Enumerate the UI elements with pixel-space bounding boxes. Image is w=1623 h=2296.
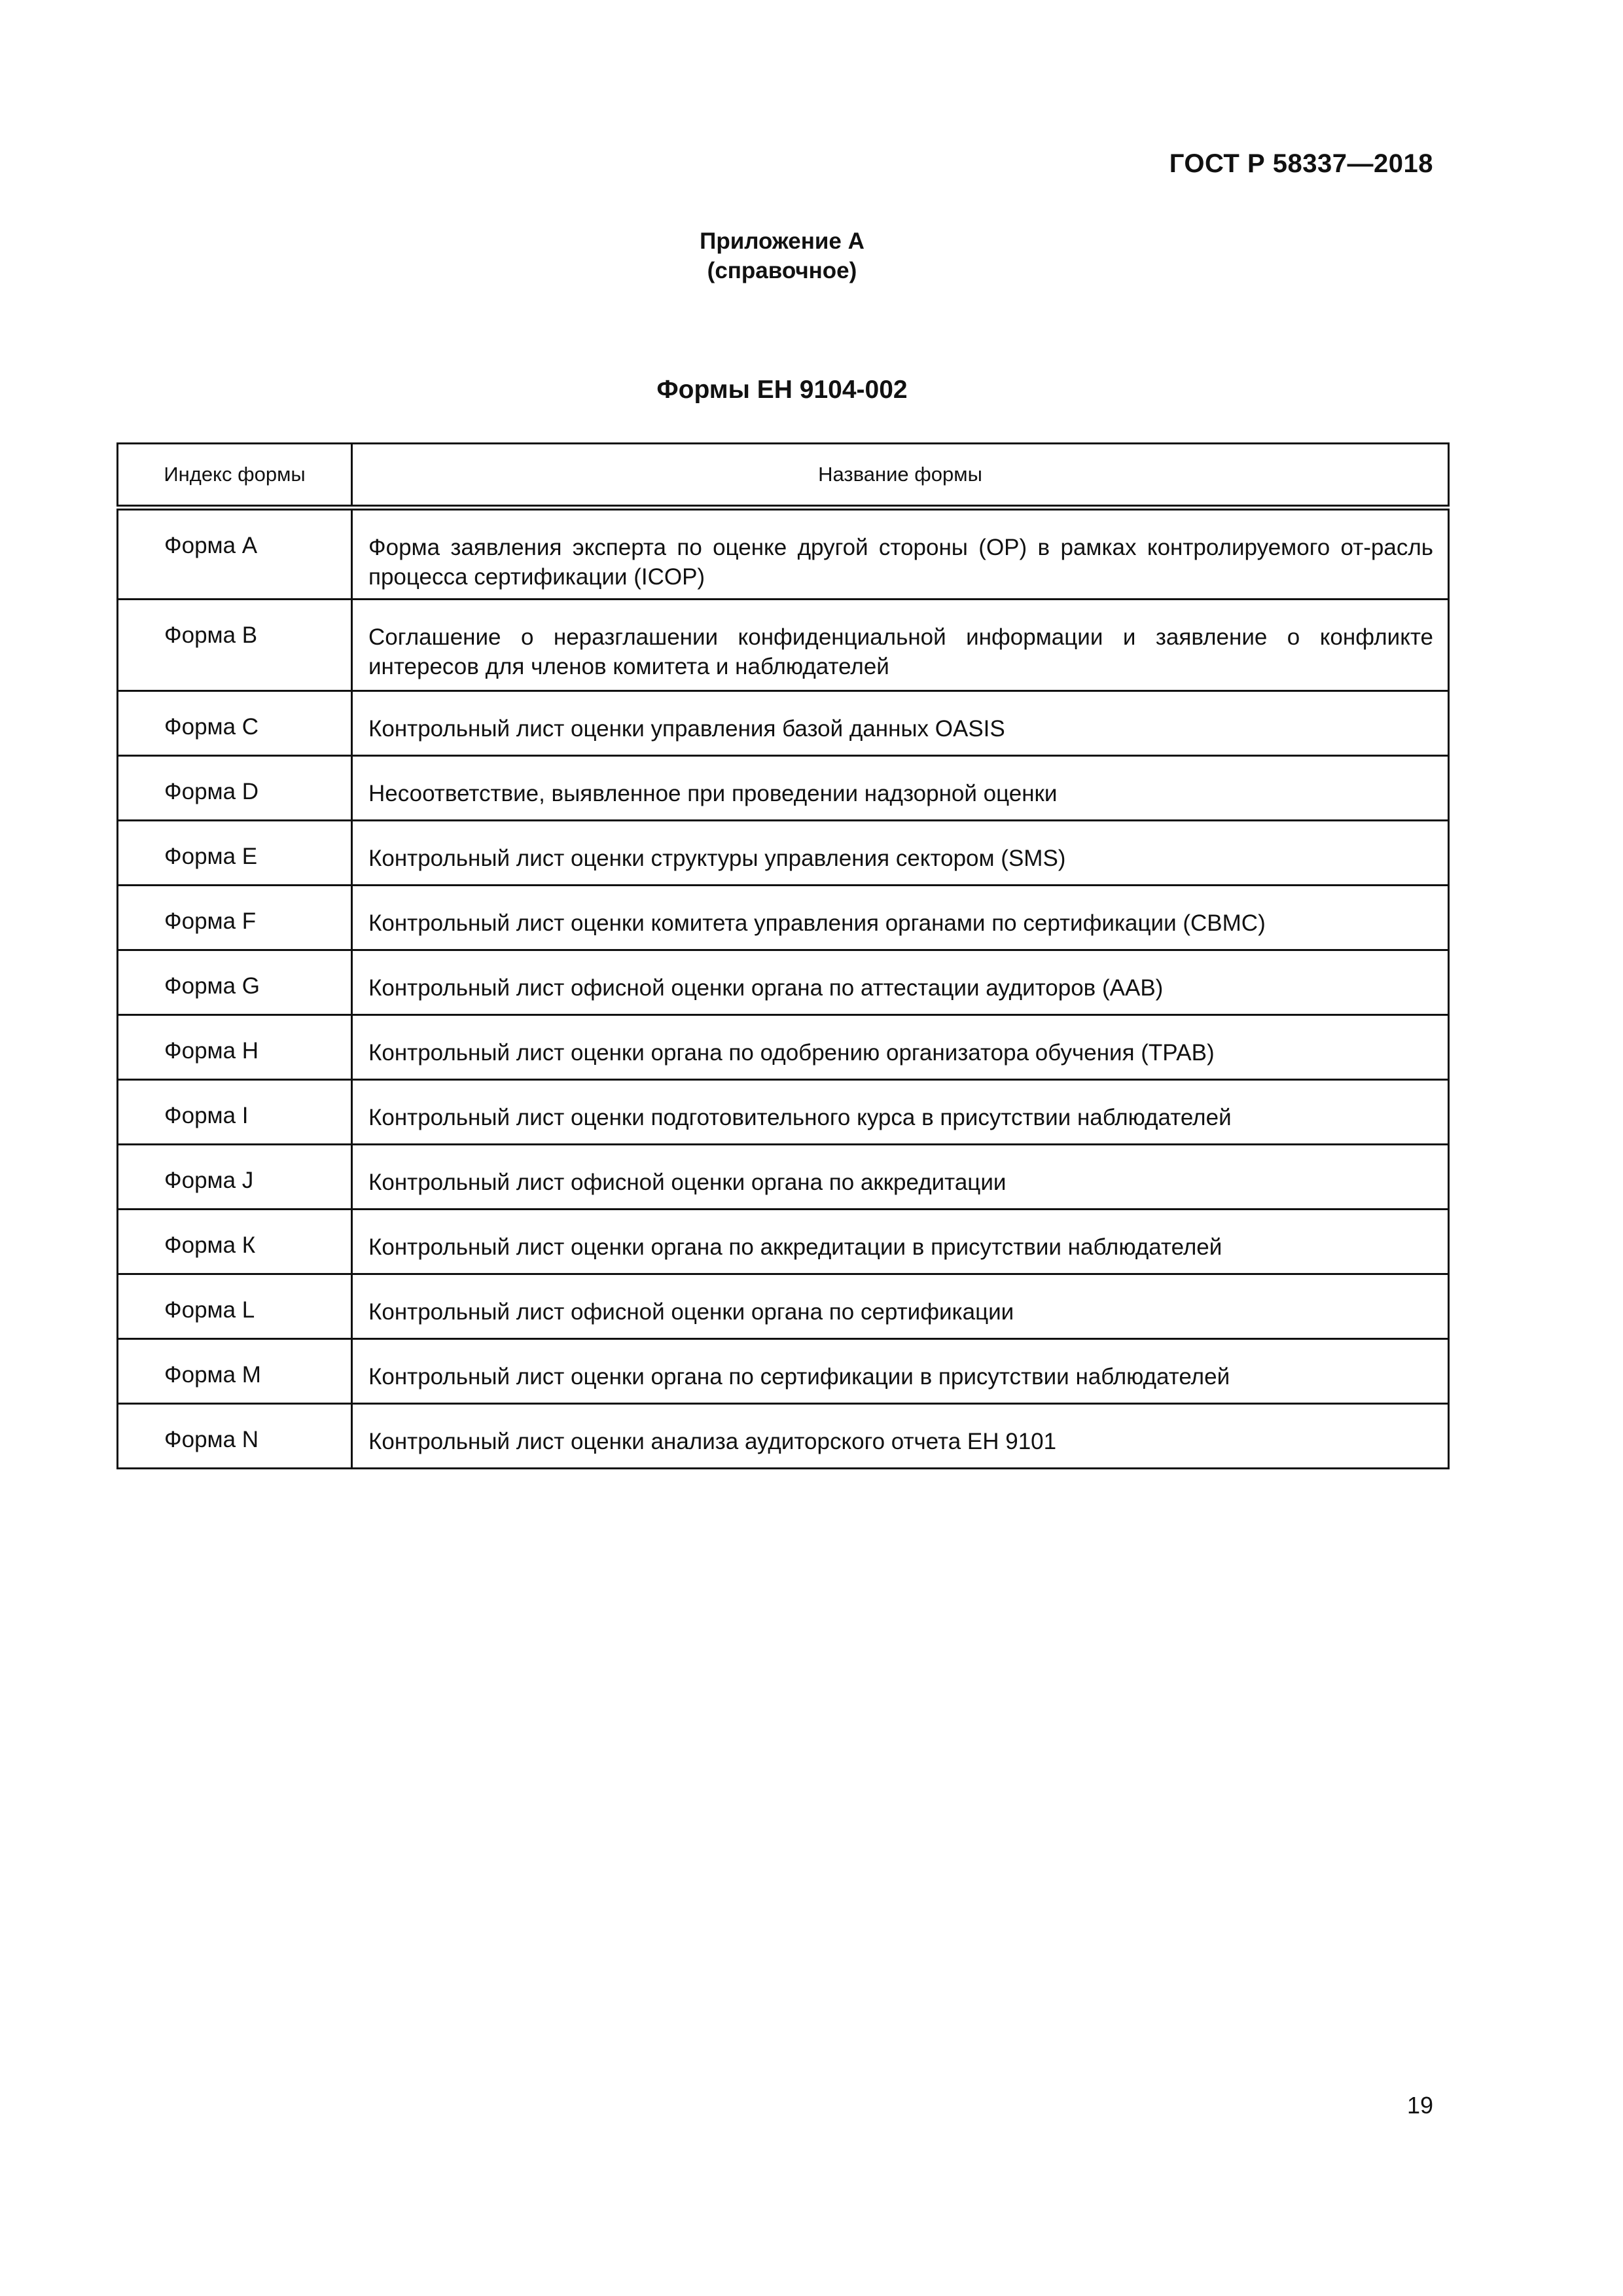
form-index: Форма I: [118, 1080, 352, 1145]
form-name: Соглашение о неразглашении конфиденциальной информации и заявление о конфликте интересов для членов комитета и наблюдателей: [352, 600, 1449, 691]
form-index: Форма В: [118, 600, 352, 691]
form-name: Несоответствие, выявленное при проведении надзорной оценки: [352, 756, 1449, 821]
forms-table: [116, 442, 1450, 1469]
column-header-name: Название формы: [352, 444, 1449, 508]
table-row: [118, 1404, 1449, 1469]
form-index: Форма М: [118, 1339, 352, 1404]
table-row: [118, 1080, 1449, 1145]
document-code: ГОСТ Р 58337—2018: [1169, 149, 1433, 178]
table-title: Формы ЕН 9104-002: [656, 376, 908, 404]
table-row: [118, 508, 1449, 600]
form-index: Форма G: [118, 950, 352, 1015]
page-number: 19: [1406, 2092, 1433, 2119]
form-name: Контрольный лист офисной оценки органа по сертификации: [352, 1274, 1449, 1339]
form-index: Форма С: [118, 691, 352, 756]
form-index: Форма Н: [118, 1015, 352, 1080]
table-row: [118, 886, 1449, 950]
form-name: Контрольный лист оценки органа по сертификации в присутствии наблюдателей: [352, 1339, 1449, 1404]
table-row: [118, 691, 1449, 756]
form-name: Контрольный лист офисной оценки органа по аккредитации: [352, 1145, 1449, 1210]
table-header-row: [118, 444, 1449, 508]
table-row: [118, 821, 1449, 886]
appendix-title: Приложение А: [700, 228, 865, 254]
table-row: [118, 756, 1449, 821]
form-index: Форма F: [118, 886, 352, 950]
table-row: [118, 600, 1449, 691]
form-name: Контрольный лист оценки подготовительного курса в присутствии наблюдателей: [352, 1080, 1449, 1145]
form-index: Форма N: [118, 1404, 352, 1469]
table-row: [118, 950, 1449, 1015]
form-index: Форма D: [118, 756, 352, 821]
table-row: [118, 1210, 1449, 1274]
form-index: Форма К: [118, 1210, 352, 1274]
appendix-subtitle: (справочное): [707, 258, 857, 283]
form-name: Контрольный лист оценки анализа аудиторского отчета ЕН 9101: [352, 1404, 1449, 1469]
form-name: Контрольный лист оценки органа по одобрению организатора обучения (ТРАВ): [352, 1015, 1449, 1080]
table-row: [118, 1339, 1449, 1404]
table-row: [118, 1015, 1449, 1080]
form-index: Форма J: [118, 1145, 352, 1210]
table-row: [118, 1274, 1449, 1339]
form-name: Контрольный лист оценки органа по аккредитации в присутствии наблюдателей: [352, 1210, 1449, 1274]
form-name: Форма заявления эксперта по оценке другой стороны (ОР) в рамках контролируемого от-расль процесса сертификации (ICOP): [352, 508, 1449, 600]
form-index: Форма L: [118, 1274, 352, 1339]
appendix-heading: [0, 226, 1564, 285]
column-header-index: Индекс формы: [118, 444, 352, 508]
form-index: Форма А: [118, 508, 352, 600]
form-name: Контрольный лист оценки структуры управления сектором (SMS): [352, 821, 1449, 886]
form-name: Контрольный лист офисной оценки органа по аттестации аудиторов (ААВ): [352, 950, 1449, 1015]
form-name: Контрольный лист оценки управления базой данных OASIS: [352, 691, 1449, 756]
table-row: [118, 1145, 1449, 1210]
form-name: Контрольный лист оценки комитета управления органами по сертификации (СВМС): [352, 886, 1449, 950]
form-index: Форма Е: [118, 821, 352, 886]
